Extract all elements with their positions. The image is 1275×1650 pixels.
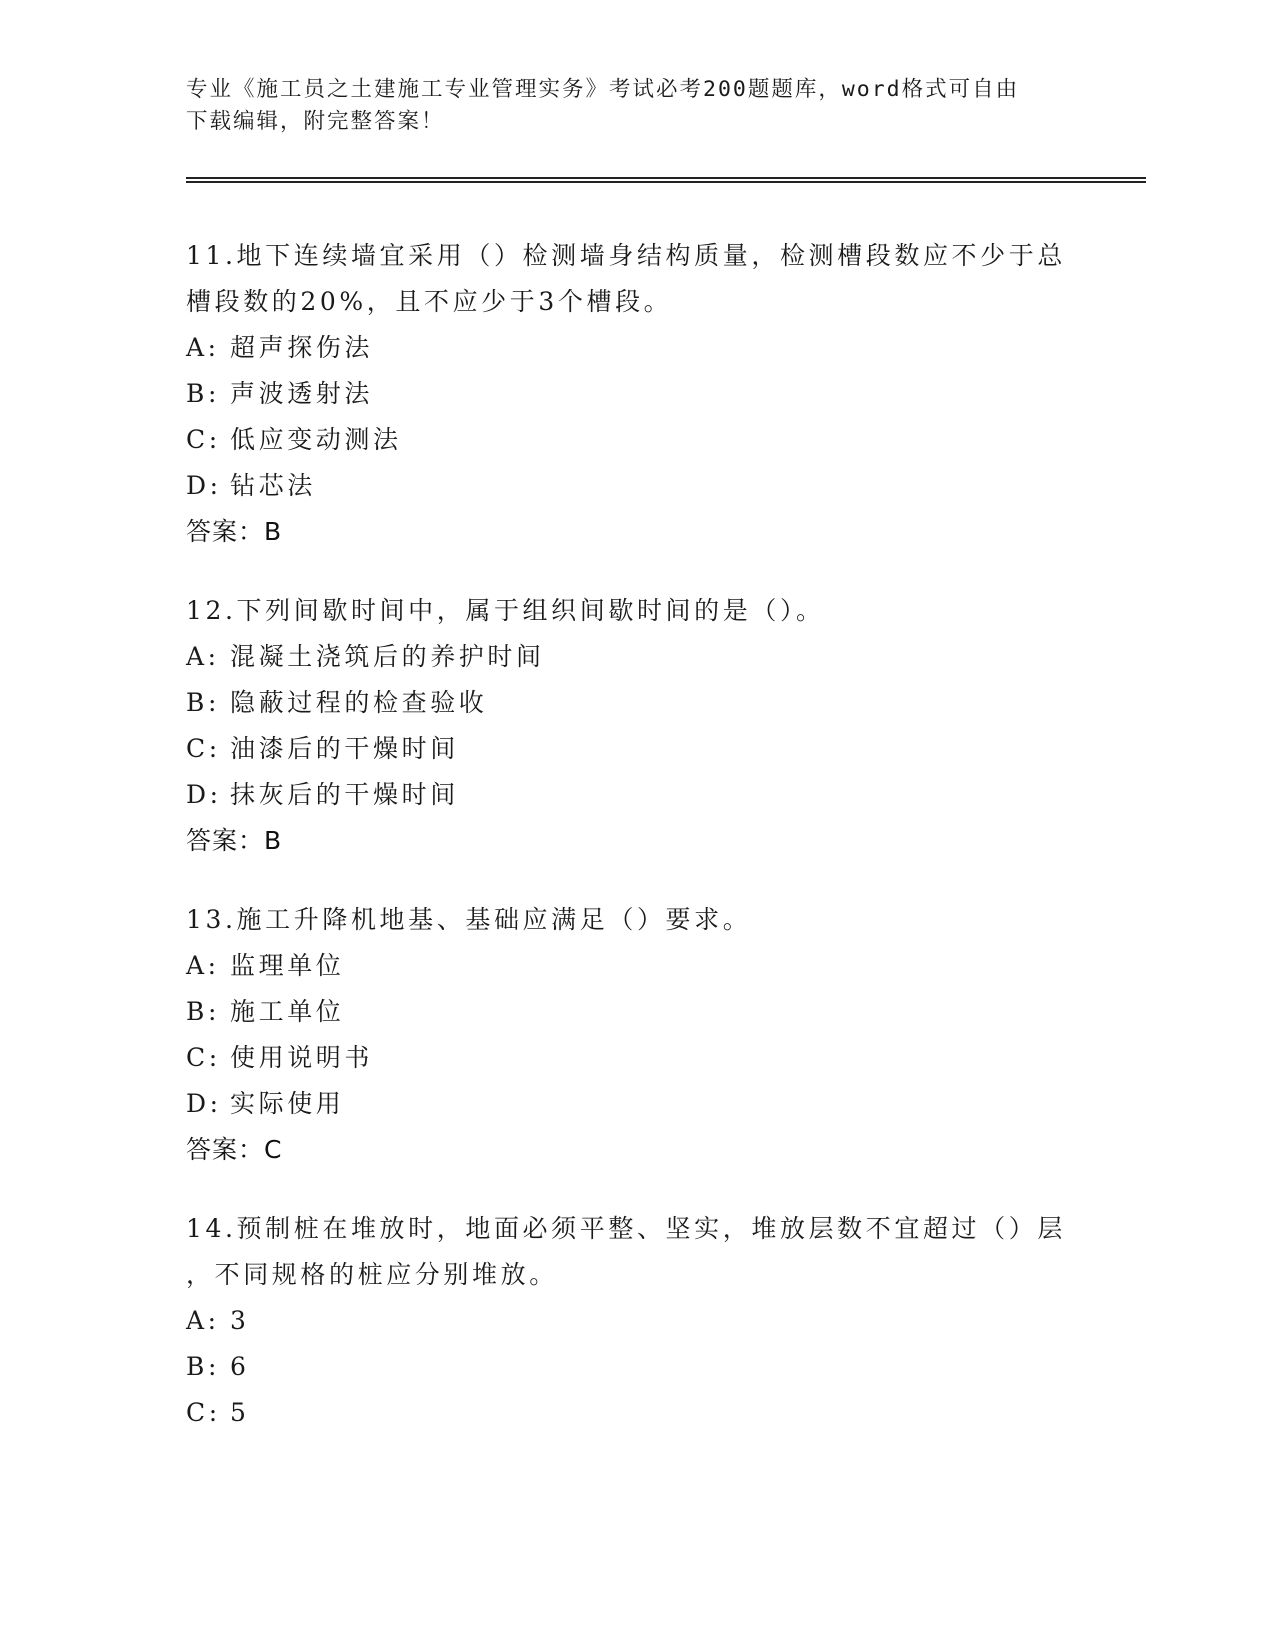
option-text: 3 (230, 1306, 250, 1335)
stem-line: 槽段数的20%，且不应少于3个槽段。 (186, 287, 673, 316)
option-text: 超声探伤法 (230, 333, 374, 362)
option-letter: D: (186, 780, 222, 809)
option-d (186, 1081, 1086, 1127)
header-divider-bottom (186, 181, 1146, 183)
question-stem (186, 1206, 1086, 1298)
stem-line: 12.下列间歇时间中，属于组织间歇时间的是（）。 (186, 596, 825, 625)
question-stem (186, 233, 1086, 325)
question-12 (186, 588, 1086, 864)
option-text: 油漆后的干燥时间 (230, 734, 459, 763)
option-letter: B: (186, 997, 220, 1026)
option-text: 监理单位 (230, 951, 345, 980)
option-letter: C: (186, 1043, 221, 1072)
stem-line: 13.施工升降机地基、基础应满足（）要求。 (186, 905, 752, 934)
question-11 (186, 233, 1086, 555)
option-c (186, 726, 1086, 772)
header-line-1: 专业《施工员之土建施工专业管理实务》考试必考200题题库，word格式可自由 (186, 77, 1020, 102)
option-d (186, 772, 1086, 818)
document-header (186, 74, 1086, 138)
option-text: 抹灰后的干燥时间 (230, 780, 459, 809)
stem-line: 11.地下连续墙宜采用（）检测墙身结构质量，检测槽段数应不少于总 (186, 241, 1066, 270)
option-text: 6 (230, 1352, 250, 1381)
option-text: 隐蔽过程的检查验收 (230, 688, 488, 717)
option-text: 钻芯法 (230, 471, 316, 500)
option-text: 使用说明书 (230, 1043, 374, 1072)
option-letter: C: (186, 425, 221, 454)
option-c (186, 1390, 1086, 1436)
option-letter: C: (186, 734, 221, 763)
option-c (186, 417, 1086, 463)
option-b (186, 680, 1086, 726)
question-stem (186, 588, 1086, 634)
option-d (186, 463, 1086, 509)
option-text: 声波透射法 (230, 379, 374, 408)
option-b (186, 989, 1086, 1035)
option-a (186, 634, 1086, 680)
question-stem (186, 897, 1086, 943)
option-letter: A: (186, 1306, 220, 1335)
option-letter: C: (186, 1398, 221, 1427)
header-line-2: 下载编辑，附完整答案！ (186, 109, 445, 134)
option-letter: D: (186, 1089, 222, 1118)
option-c (186, 1035, 1086, 1081)
option-text: 低应变动测法 (230, 425, 402, 454)
option-a (186, 325, 1086, 371)
answer-line: 答案：C (186, 1135, 283, 1164)
stem-line: ，不同规格的桩应分别堆放。 (186, 1260, 558, 1289)
option-letter: B: (186, 379, 220, 408)
question-13 (186, 897, 1086, 1173)
option-letter: B: (186, 688, 220, 717)
option-letter: A: (186, 951, 220, 980)
header-divider-top (186, 177, 1146, 179)
option-a (186, 1298, 1086, 1344)
question-list (186, 233, 1086, 1469)
option-a (186, 943, 1086, 989)
answer-line: 答案：B (186, 517, 283, 546)
question-14 (186, 1206, 1086, 1436)
option-b (186, 371, 1086, 417)
option-text: 施工单位 (230, 997, 345, 1026)
stem-line: 14.预制桩在堆放时，地面必须平整、坚实，堆放层数不宜超过（）层 (186, 1214, 1066, 1243)
answer-line: 答案：B (186, 826, 283, 855)
option-text: 实际使用 (230, 1089, 345, 1118)
option-letter: B: (186, 1352, 220, 1381)
option-text: 混凝土浇筑后的养护时间 (230, 642, 545, 671)
option-letter: A: (186, 642, 220, 671)
option-b (186, 1344, 1086, 1390)
option-letter: A: (186, 333, 220, 362)
option-letter: D: (186, 471, 222, 500)
option-text: 5 (230, 1398, 250, 1427)
